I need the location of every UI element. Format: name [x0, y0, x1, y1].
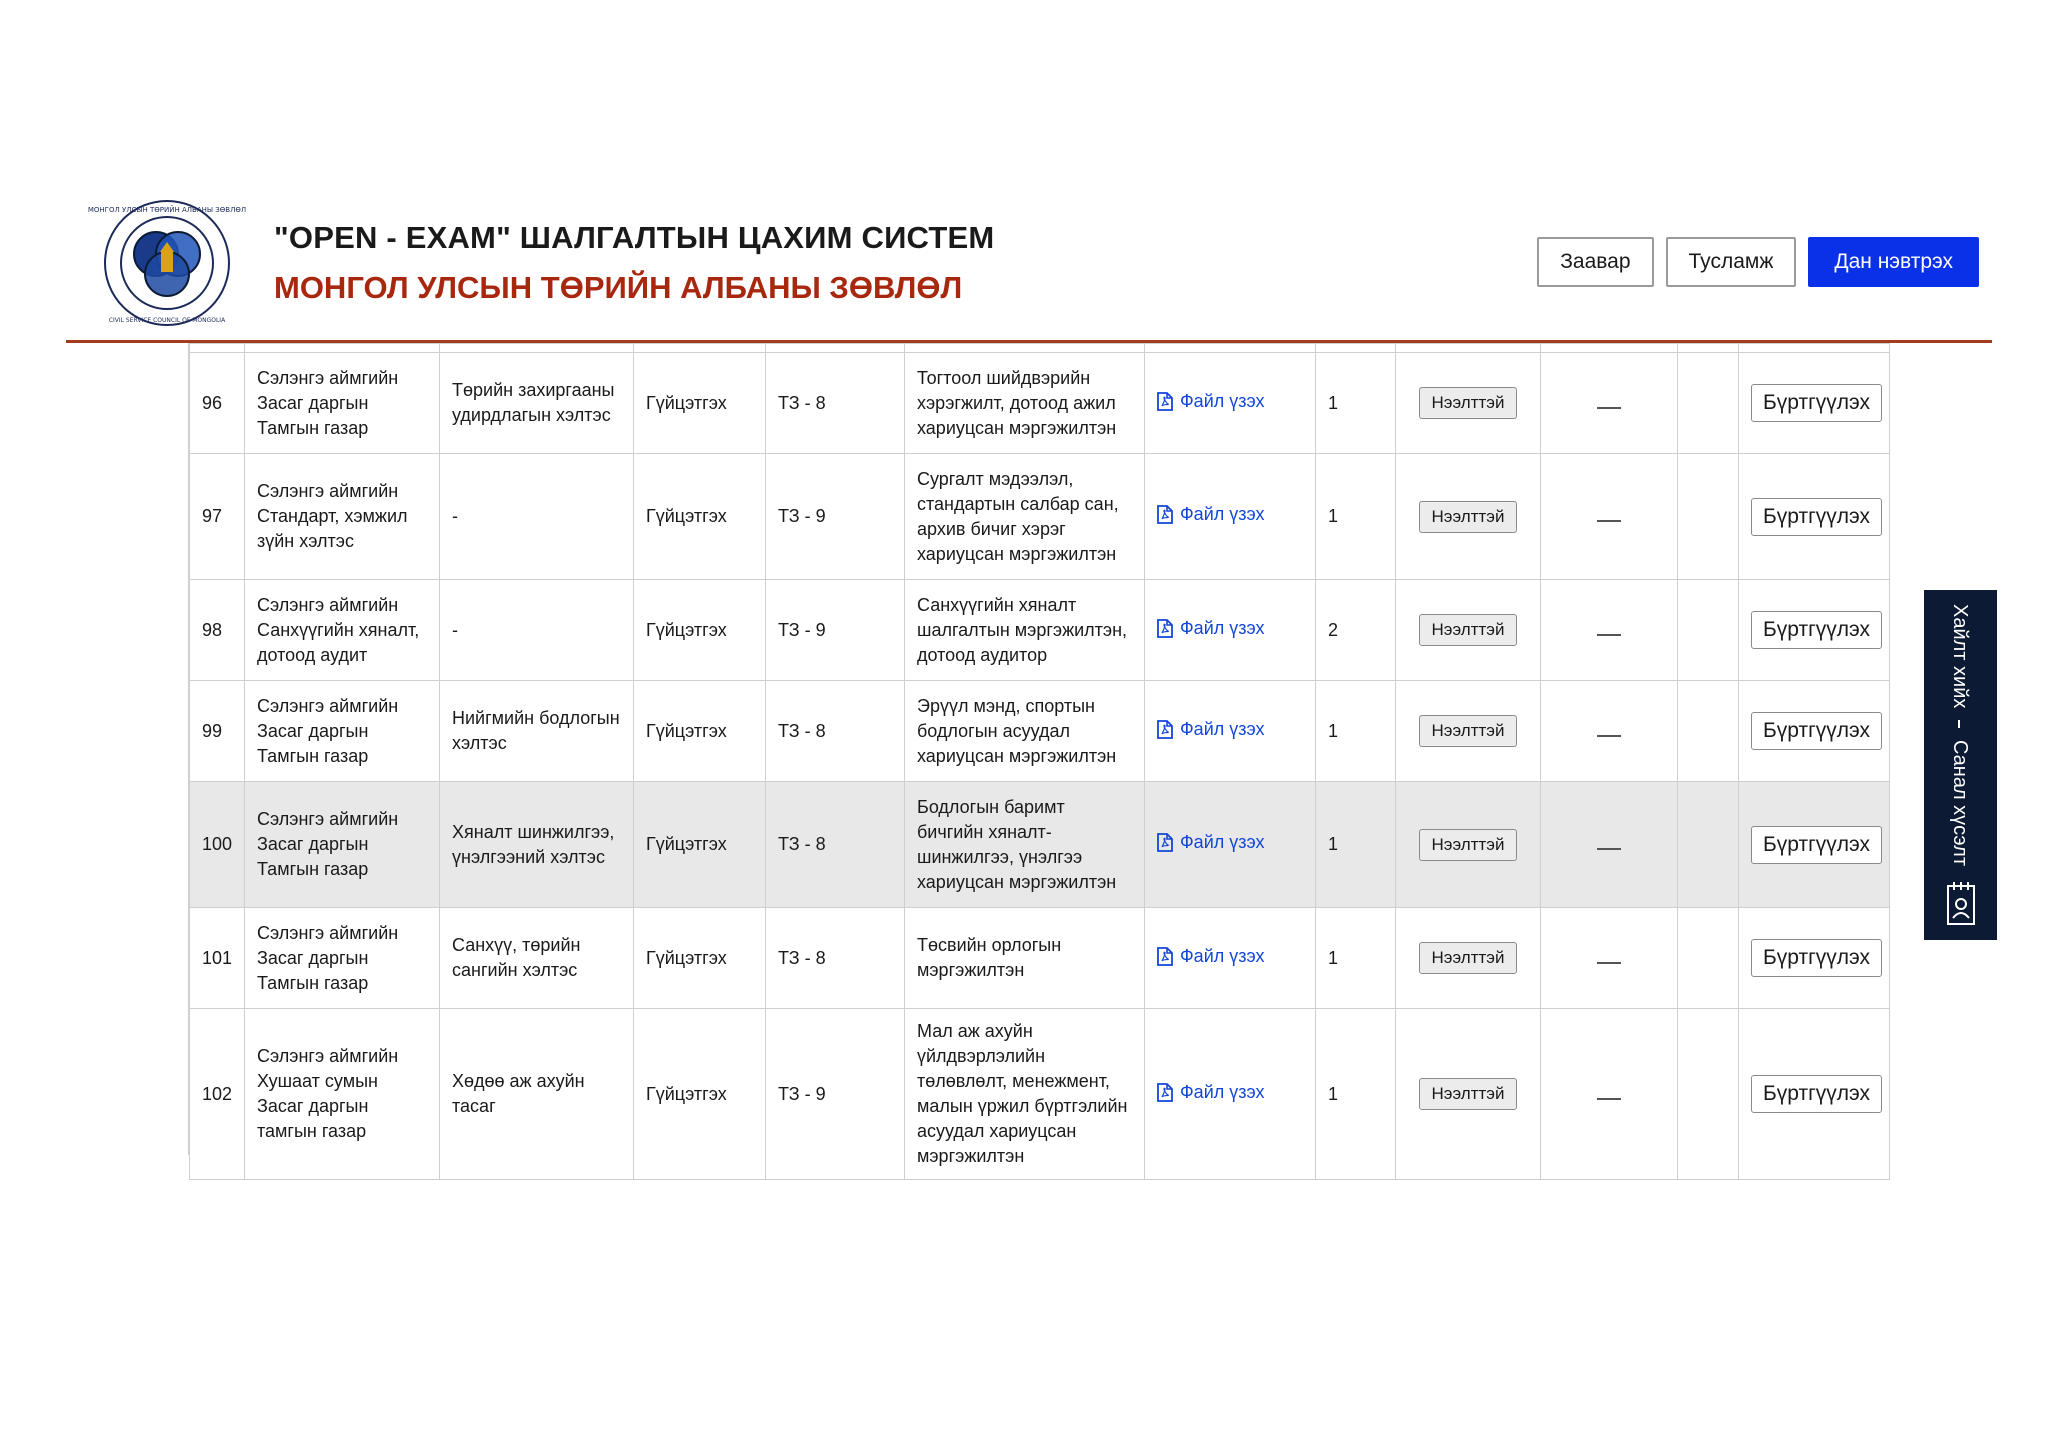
register-cell — [1739, 454, 1890, 580]
status-cell — [1396, 454, 1541, 580]
requirement-cell: Сургалт мэдээлэл, стандартын салбар сан, архив бичиг хэрэг хариуцсан мэргэжилтэн — [905, 454, 1145, 580]
grade-cell: ТЗ - 9 — [766, 580, 905, 681]
empty-cell — [1541, 353, 1678, 454]
status-open-button[interactable]: Нээлттэй — [1419, 715, 1518, 747]
unit-cell: Санхүү, төрийн сангийн хэлтэс — [440, 908, 634, 1009]
table-row — [190, 681, 1890, 782]
page-subtitle: МОНГОЛ УЛСЫН ТӨРИЙН АЛБАНЫ ЗӨВЛӨЛ — [274, 270, 963, 305]
svg-text:МОНГОЛ УЛСЫН ТӨРИЙН АЛБАНЫ ЗӨВ: МОНГОЛ УЛСЫН ТӨРИЙН АЛБАНЫ ЗӨВЛӨЛ — [87, 206, 247, 214]
dash-placeholder — [1597, 962, 1621, 964]
position-type-cell: Гүйцэтгэх — [634, 681, 766, 782]
requirement-cell: Тогтоол шийдвэрийн хэрэгжилт, дотоод ажил хариуцсан мэргэжилтэн — [905, 353, 1145, 454]
file-cell — [1145, 1009, 1316, 1180]
status-open-button[interactable]: Нээлттэй — [1419, 501, 1518, 533]
blank-cell — [1678, 580, 1739, 681]
position-type-cell: Гүйцэтгэх — [634, 908, 766, 1009]
page-title: "OPEN - EXAM" ШАЛГАЛТЫН ЦАХИМ СИСТЕМ — [274, 220, 995, 255]
register-cell — [1739, 1009, 1890, 1180]
view-file-link[interactable] — [1157, 717, 1265, 742]
help-button[interactable]: Тусламж — [1666, 237, 1797, 287]
status-open-button[interactable]: Нээлттэй — [1419, 614, 1518, 646]
position-type-cell: Гүйцэтгэх — [634, 1009, 766, 1180]
file-cell — [1145, 580, 1316, 681]
status-open-button[interactable]: Нээлттэй — [1419, 1078, 1518, 1110]
view-file-label: Файл үзэх — [1180, 617, 1265, 638]
register-button[interactable]: Бүртгүүлэх — [1751, 384, 1882, 422]
register-button[interactable]: Бүртгүүлэх — [1751, 611, 1882, 649]
view-file-label: Файл үзэх — [1180, 718, 1265, 739]
status-cell — [1396, 353, 1541, 454]
pdf-file-icon — [1157, 833, 1173, 852]
requirement-cell: Эрүүл мэнд, спортын бодлогын асуудал хариуцсан мэргэжилтэн — [905, 681, 1145, 782]
count-cell: 1 — [1316, 454, 1396, 580]
count-cell: 1 — [1316, 353, 1396, 454]
dash-placeholder — [1597, 1098, 1621, 1100]
view-file-link[interactable] — [1157, 830, 1265, 855]
dash-placeholder — [1597, 520, 1621, 522]
unit-cell: Төрийн захиргааны удирдлагын хэлтэс — [440, 353, 634, 454]
table-row — [190, 1009, 1890, 1180]
side-feedback-tab[interactable] — [1924, 590, 1997, 940]
search-tab-label[interactable]: Хайлт хийх — [1949, 604, 1971, 709]
pdf-file-icon — [1157, 619, 1173, 638]
organization-cell: Сэлэнгэ аймгийн Засаг даргын Тамгын газар — [245, 782, 440, 908]
unit-cell: Хөдөө аж ахуйн тасаг — [440, 1009, 634, 1180]
status-cell — [1396, 908, 1541, 1009]
grade-cell: ТЗ - 8 — [766, 353, 905, 454]
view-file-label: Файл үзэх — [1180, 504, 1265, 524]
position-type-cell: Гүйцэтгэх — [634, 580, 766, 681]
requirement-cell: Санхүүгийн хяналт шалгалтын мэргэжилтэн, дотоод аудитор — [905, 580, 1145, 681]
row-number: 98 — [190, 580, 245, 681]
count-cell: 2 — [1316, 580, 1396, 681]
position-type-cell: Гүйцэтгэх — [634, 782, 766, 908]
grade-cell: ТЗ - 8 — [766, 681, 905, 782]
blank-cell — [1678, 908, 1739, 1009]
empty-cell — [1541, 454, 1678, 580]
view-file-label: Файл үзэх — [1180, 945, 1265, 966]
status-cell — [1396, 1009, 1541, 1180]
blank-cell — [1678, 454, 1739, 580]
pdf-file-icon — [1157, 505, 1173, 524]
register-button[interactable]: Бүртгүүлэх — [1751, 498, 1882, 536]
pdf-file-icon — [1157, 392, 1173, 411]
view-file-label: Файл үзэх — [1180, 832, 1265, 852]
council-logo[interactable] — [87, 196, 247, 330]
view-file-link[interactable] — [1157, 944, 1265, 969]
dash-placeholder — [1597, 407, 1621, 409]
view-file-label: Файл үзэх — [1180, 390, 1265, 411]
table-row — [190, 908, 1890, 1009]
pdf-file-icon — [1157, 720, 1173, 739]
status-open-button[interactable]: Нээлттэй — [1419, 387, 1518, 419]
file-cell — [1145, 454, 1316, 580]
blank-cell — [1678, 1009, 1739, 1180]
register-button[interactable]: Бүртгүүлэх — [1751, 826, 1882, 864]
row-number: 99 — [190, 681, 245, 782]
register-cell — [1739, 908, 1890, 1009]
register-cell — [1739, 353, 1890, 454]
empty-cell — [1541, 782, 1678, 908]
view-file-label: Файл үзэх — [1180, 1081, 1265, 1102]
vacancy-table — [188, 343, 1890, 1166]
blank-cell — [1678, 681, 1739, 782]
count-cell: 1 — [1316, 1009, 1396, 1180]
row-number: 102 — [190, 1009, 245, 1180]
view-file-link[interactable] — [1157, 502, 1265, 527]
row-number: 100 — [190, 782, 245, 908]
top-nav — [1537, 237, 1979, 287]
pdf-file-icon — [1157, 947, 1173, 966]
blank-cell — [1678, 782, 1739, 908]
row-number: 101 — [190, 908, 245, 1009]
organization-cell: Сэлэнгэ аймгийн Стандарт, хэмжил зүйн хэлтэс — [245, 454, 440, 580]
pdf-file-icon — [1157, 1083, 1173, 1102]
organization-cell: Сэлэнгэ аймгийн Засаг даргын Тамгын газар — [245, 908, 440, 1009]
blank-cell — [1678, 353, 1739, 454]
status-cell — [1396, 681, 1541, 782]
login-button[interactable]: Дан нэвтрэх — [1808, 237, 1979, 287]
register-cell — [1739, 681, 1890, 782]
count-cell: 1 — [1316, 782, 1396, 908]
grade-cell: ТЗ - 8 — [766, 908, 905, 1009]
register-button[interactable]: Бүртгүүлэх — [1751, 712, 1882, 750]
organization-cell: Сэлэнгэ аймгийн Хушаат сумын Засаг даргын тамгын газар — [245, 1009, 440, 1180]
view-file-link[interactable] — [1157, 1080, 1265, 1105]
grade-cell: ТЗ - 9 — [766, 454, 905, 580]
svg-text:CIVIL SERVICE COUNCIL OF MONGO: CIVIL SERVICE COUNCIL OF MONGOLIA — [108, 317, 226, 324]
empty-cell — [1541, 1009, 1678, 1180]
unit-cell: - — [440, 454, 634, 580]
register-button[interactable]: Бүртгүүлэх — [1751, 1075, 1882, 1113]
status-cell — [1396, 782, 1541, 908]
count-cell: 1 — [1316, 908, 1396, 1009]
organization-cell: Сэлэнгэ аймгийн Санхүүгийн хяналт, дотоод аудит — [245, 580, 440, 681]
table-row — [190, 454, 1890, 580]
tab-separator — [1958, 720, 1960, 728]
status-open-button[interactable]: Нээлттэй — [1419, 829, 1518, 861]
status-cell — [1396, 580, 1541, 681]
grade-cell: ТЗ - 8 — [766, 782, 905, 908]
position-type-cell: Гүйцэтгэх — [634, 353, 766, 454]
view-file-link[interactable] — [1157, 389, 1265, 414]
empty-cell — [1541, 908, 1678, 1009]
dash-placeholder — [1597, 848, 1621, 850]
empty-cell — [1541, 681, 1678, 782]
register-cell — [1739, 782, 1890, 908]
feedback-tab-label[interactable]: Санал хүсэлт — [1949, 740, 1971, 867]
position-type-cell: Гүйцэтгэх — [634, 454, 766, 580]
view-file-link[interactable] — [1157, 616, 1265, 641]
requirement-cell: Төсвийн орлогын мэргэжилтэн — [905, 908, 1145, 1009]
row-number: 96 — [190, 353, 245, 454]
count-cell: 1 — [1316, 681, 1396, 782]
guide-button[interactable]: Заавар — [1537, 237, 1653, 287]
organization-cell: Сэлэнгэ аймгийн Засаг даргын Тамгын газар — [245, 681, 440, 782]
unit-cell: Нийгмийн бодлогын хэлтэс — [440, 681, 634, 782]
unit-cell: - — [440, 580, 634, 681]
table-row — [190, 782, 1890, 908]
table-row — [190, 353, 1890, 454]
file-cell — [1145, 353, 1316, 454]
grade-cell: ТЗ - 9 — [766, 1009, 905, 1180]
row-number: 97 — [190, 454, 245, 580]
status-open-button[interactable]: Нээлттэй — [1419, 942, 1518, 974]
dash-placeholder — [1597, 634, 1621, 636]
file-cell — [1145, 908, 1316, 1009]
register-cell — [1739, 580, 1890, 681]
unit-cell: Хяналт шинжилгээ, үнэлгээний хэлтэс — [440, 782, 634, 908]
organization-cell: Сэлэнгэ аймгийн Засаг даргын Тамгын газар — [245, 353, 440, 454]
file-cell — [1145, 681, 1316, 782]
table-row — [190, 580, 1890, 681]
file-cell — [1145, 782, 1316, 908]
empty-cell — [1541, 580, 1678, 681]
requirement-cell: Бодлогын баримт бичгийн хяналт-шинжилгээ, үнэлгээ хариуцсан мэргэжилтэн — [905, 782, 1145, 908]
requirement-cell: Мал аж ахуйн үйлдвэрлэлийн төлөвлөлт, менежмент, малын үржил бүртгэлийн асуудал хариуцсан мэргэжилтэн — [905, 1009, 1145, 1180]
dash-placeholder — [1597, 735, 1621, 737]
site-header — [66, 190, 1992, 343]
feedback-icon[interactable] — [1946, 882, 1976, 931]
register-button[interactable]: Бүртгүүлэх — [1751, 939, 1882, 977]
